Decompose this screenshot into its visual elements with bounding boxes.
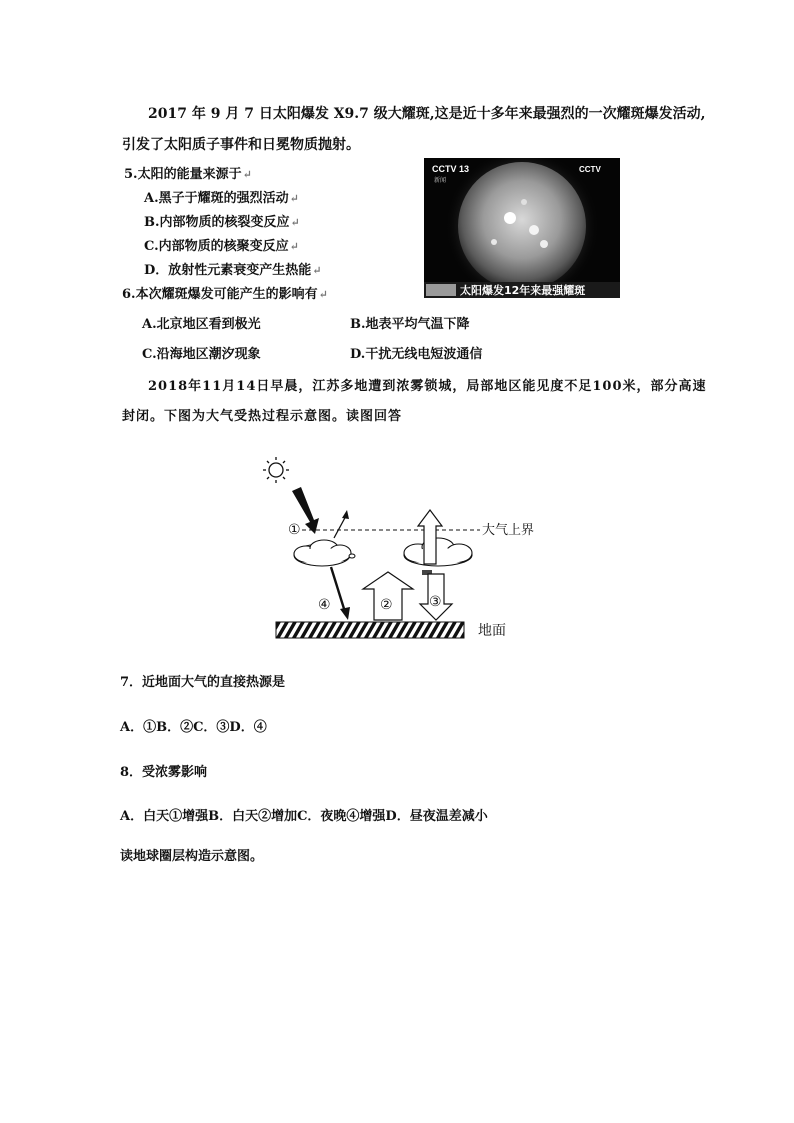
q5-option-a: A.黑子于耀斑的强烈活动↵	[144, 191, 299, 206]
atmosphere-heating-diagram	[262, 454, 552, 646]
flare-spot	[491, 239, 497, 245]
paragraph-mark-icon: ↵	[289, 192, 299, 205]
sun-disk	[458, 162, 586, 290]
paragraph-mark-icon: ↵	[290, 216, 300, 229]
ground-label: 地面	[478, 623, 506, 639]
paragraph-mark-icon: ↵	[318, 288, 328, 301]
q6-option-a: A.北京地区看到极光	[142, 317, 261, 332]
flare-spot	[529, 225, 539, 235]
paragraph-mark-icon: ↵	[312, 264, 322, 277]
photo-caption: 太阳爆发12年来最强耀斑	[460, 284, 586, 297]
flare-spot	[540, 240, 548, 248]
cctv-logo-right: CCTV	[579, 165, 601, 174]
q5-option-b: B.内部物质的核裂变反应↵	[144, 215, 300, 230]
flare-spot	[521, 199, 527, 205]
intro-line-2: 引发了太阳质子事件和日冕物质抛射。	[122, 137, 360, 153]
intro-line-1: 2017 年 9 月 7 日太阳爆发 X9.7 级大耀斑,这是近十多年来最强烈的一次耀斑爆发活动,	[148, 106, 706, 122]
reflection-arrowhead	[342, 510, 349, 519]
q8-stem: 8．受浓雾影响	[120, 765, 208, 780]
sun-icon	[263, 457, 289, 483]
label-2: ②	[380, 597, 393, 613]
label-3: ③	[429, 594, 442, 610]
radiation-through-cloud-arrow	[331, 567, 345, 612]
passage-2-line-2: 封闭。下图为大气受热过程示意图。读图回答	[122, 409, 403, 424]
q7-options: A．①B．②C．③D．④	[120, 720, 267, 735]
q6-option-d: D.干扰无线电短波通信	[350, 347, 483, 362]
label-4: ④	[318, 597, 331, 613]
cloud-left	[294, 540, 355, 566]
cctv-logo-left-sub: 新闻	[434, 177, 447, 184]
label-1: ①	[288, 522, 301, 538]
q8-options: A．白天①增强B．白天②增加C．夜晚④增强D．昼夜温差减小	[120, 809, 488, 824]
ground-surface	[276, 622, 464, 638]
q5-stem: 5.太阳的能量来源于↵	[124, 167, 252, 182]
cloud-right	[404, 538, 472, 566]
q7-stem: 7．近地面大气的直接热源是	[120, 675, 286, 690]
paragraph-mark-icon: ↵	[289, 240, 299, 253]
paragraph-mark-icon: ↵	[242, 168, 252, 181]
passage-2-line-1: 2018年11月14日早晨，江苏多地遭到浓雾锁城，局部地区能见度不足100米，部分高速	[148, 379, 707, 394]
atmosphere-top-label: 大气上界	[482, 523, 535, 538]
q6-option-c: C.沿海地区潮汐现象	[142, 347, 261, 362]
q5-option-d: D．放射性元素衰变产生热能↵	[144, 263, 322, 278]
closing-instruction: 读地球圈层构造示意图。	[120, 849, 264, 864]
q6-option-b: B.地表平均气温下降	[350, 317, 470, 332]
radiation-through-cloud-arrowhead	[340, 607, 350, 620]
q5-option-c: C.内部物质的核聚变反应↵	[144, 239, 299, 254]
q6-stem: 6.本次耀斑爆发可能产生的影响有↵	[122, 287, 328, 302]
flare-spot	[504, 212, 516, 224]
cctv-logo-left: CCTV 13	[432, 164, 470, 174]
solar-flare-photo	[424, 158, 620, 298]
